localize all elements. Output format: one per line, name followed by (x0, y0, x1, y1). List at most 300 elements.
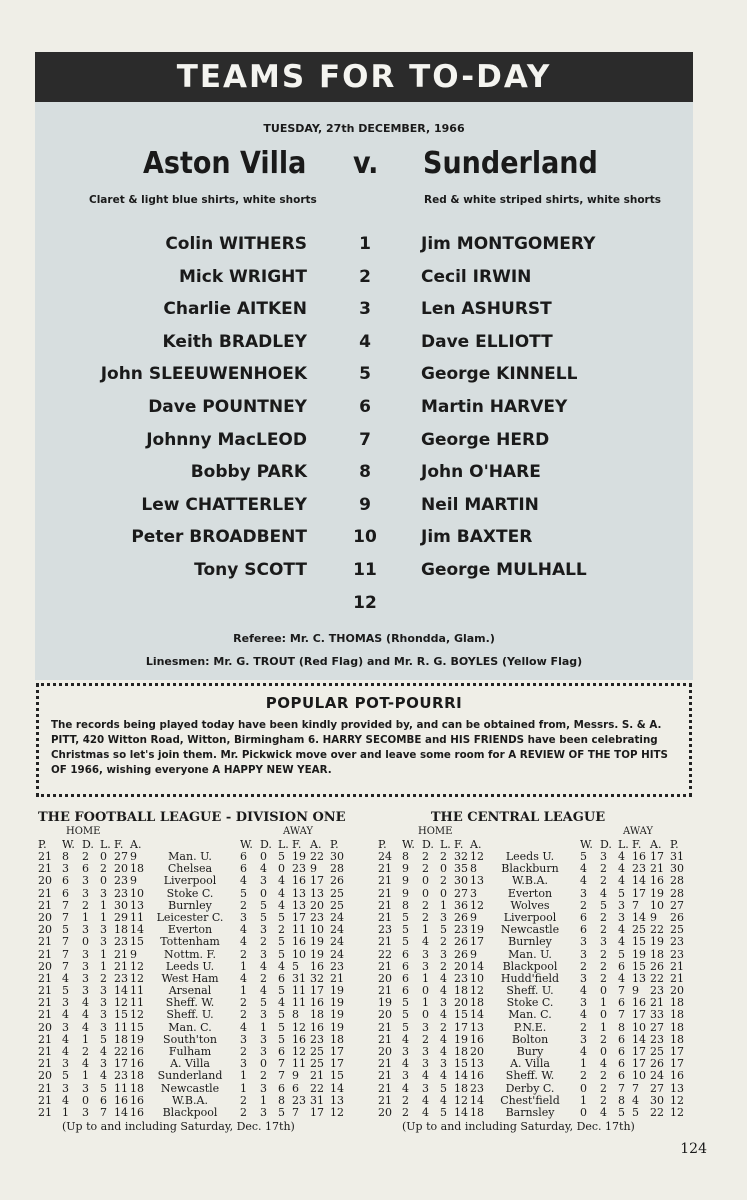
stat-cell: 23 (292, 862, 306, 876)
stat-cell: 3 (260, 1045, 267, 1058)
stat-cell: 3 (100, 1020, 107, 1034)
stat-cell: 21 (114, 959, 128, 973)
stat-cell: 19 (650, 935, 664, 949)
shirt-number: 9 (359, 494, 371, 515)
stat-cell: 9 (130, 850, 137, 863)
away-player: Len ASHURST (421, 299, 552, 320)
stat-cell: 1 (260, 1020, 267, 1034)
stat-cell: 3 (422, 1081, 429, 1095)
stat-cell: 23 (114, 874, 128, 888)
stat-cell: 3 (260, 1105, 267, 1119)
stat-cell: 4 (82, 996, 89, 1010)
stat-cell: 4 (422, 1069, 429, 1083)
stat-cell: 12 (292, 1045, 306, 1058)
stat-cell: 0 (260, 1057, 267, 1071)
division-one-footnote: (Up to and including Saturday, Dec. 17th) (62, 1120, 295, 1134)
stat-cell: 4 (260, 862, 267, 876)
team-name-cell: A. Villa (510, 1057, 550, 1071)
stat-cell: 0 (100, 874, 107, 888)
stat-cell: 24 (330, 923, 344, 937)
stat-cell: 3 (580, 971, 587, 985)
stat-cell: 0 (580, 1081, 587, 1095)
stat-cell: 18 (670, 996, 684, 1010)
team-name-cell: Derby C. (505, 1081, 555, 1095)
stat-cell: 1 (100, 947, 107, 961)
stat-cell: 7 (62, 947, 69, 961)
central-league-rows (378, 851, 698, 1119)
central-league-subheader (378, 826, 698, 838)
team-name-cell: Liverpool (163, 874, 217, 888)
stat-cell: 21 (670, 971, 684, 985)
stat-cell: 27 (650, 1020, 664, 1034)
column-header: D. (260, 838, 272, 851)
stat-cell: 8 (470, 862, 477, 876)
stat-cell: 17 (330, 1045, 344, 1058)
stat-cell: 1 (82, 910, 89, 924)
stat-cell: 3 (580, 947, 587, 961)
stat-cell: 4 (618, 862, 625, 876)
stat-cell: 12 (114, 996, 128, 1010)
stat-cell: 10 (292, 947, 306, 961)
stat-cell: 16 (292, 1032, 306, 1046)
stat-cell: 3 (62, 1081, 69, 1095)
linesmen-line: Linesmen: Mr. G. TROUT (Red Flag) and Mr. R. G. BOYLES (Yellow Flag) (145, 655, 583, 668)
stat-cell: 19 (330, 1008, 344, 1022)
stat-cell: 3 (260, 1081, 267, 1095)
stat-cell: 6 (240, 850, 247, 863)
stat-cell: 4 (580, 1008, 587, 1022)
stat-cell: 5 (100, 1032, 107, 1046)
home-player: Colin WITHERS (165, 234, 307, 254)
stat-cell: 3 (440, 910, 447, 924)
stat-cell: 12 (670, 1105, 684, 1119)
pot-pourri-box (36, 683, 692, 797)
stat-cell: 13 (292, 886, 306, 900)
stat-cell: 5 (278, 984, 285, 998)
stat-cell: 4 (62, 1032, 69, 1046)
stat-cell: 0 (260, 886, 267, 900)
lineup-row (35, 560, 693, 590)
stat-cell: 1 (580, 1093, 587, 1107)
stat-cell: 4 (618, 874, 625, 888)
team-name-cell: Man. U. (168, 850, 212, 863)
table-row (38, 936, 358, 948)
stat-cell: 21 (378, 959, 392, 973)
stat-cell: 23 (114, 935, 128, 949)
stat-cell: 10 (130, 886, 144, 900)
page-banner-title: TEAMS FOR TO-DAY (35, 52, 693, 102)
stat-cell: 22 (650, 971, 664, 985)
stat-cell: 0 (600, 984, 607, 998)
stat-cell: 6 (278, 971, 285, 985)
stat-cell: 2 (402, 1093, 409, 1107)
stat-cell: 3 (422, 1045, 429, 1058)
column-header: P. (378, 838, 387, 851)
stat-cell: 17 (310, 1105, 324, 1119)
team-name-cell: Liverpool (503, 910, 557, 924)
stat-cell: 23 (632, 862, 646, 876)
stat-cell: 18 (650, 947, 664, 961)
stat-cell: 23 (454, 923, 468, 937)
stat-cell: 4 (422, 1093, 429, 1107)
stat-cell: 17 (632, 1045, 646, 1058)
stat-cell: 21 (114, 947, 128, 961)
stat-cell: 3 (440, 947, 447, 961)
stat-cell: 5 (402, 923, 409, 937)
stat-cell: 2 (240, 947, 247, 961)
stat-cell: 5 (402, 1020, 409, 1034)
division-one-table (38, 810, 358, 1134)
stat-cell: 26 (454, 910, 468, 924)
stat-cell: 3 (100, 1008, 107, 1022)
stat-cell: 5 (240, 886, 247, 900)
stat-cell: 4 (618, 923, 625, 937)
stat-cell: 4 (260, 959, 267, 973)
stat-cell: 20 (378, 971, 392, 985)
stat-cell: 11 (130, 910, 144, 924)
team-name-cell: Sunderland (157, 1069, 223, 1083)
stat-cell: 12 (454, 1093, 468, 1107)
stat-cell: 3 (260, 923, 267, 937)
stat-cell: 15 (632, 959, 646, 973)
stat-cell: 3 (600, 935, 607, 949)
stat-cell: 4 (580, 862, 587, 876)
lineup-row (35, 495, 693, 525)
stat-cell: 25 (650, 1045, 664, 1058)
stat-cell: 7 (278, 1057, 285, 1071)
division-one-rows (38, 851, 358, 1119)
home-player: Lew CHATTERLEY (141, 494, 307, 515)
stat-cell: 19 (292, 850, 306, 863)
stat-cell: 20 (38, 923, 52, 937)
stat-cell: 13 (470, 874, 484, 888)
stat-cell: 3 (422, 959, 429, 973)
stat-cell: 21 (38, 984, 52, 998)
stat-cell: 21 (38, 947, 52, 961)
stat-cell: 21 (378, 874, 392, 888)
stat-cell: 4 (440, 1069, 447, 1083)
stat-cell: 21 (38, 898, 52, 912)
stat-cell: 3 (618, 898, 625, 912)
table-row (378, 936, 698, 948)
stat-cell: 10 (470, 971, 484, 985)
team-name-cell: A. Villa (170, 1057, 210, 1071)
central-league-footnote: (Up to and including Saturday, Dec. 17th) (402, 1120, 635, 1134)
division-one-title: THE FOOTBALL LEAGUE - DIVISION ONE (38, 810, 346, 825)
shirt-number: 6 (359, 397, 371, 417)
stat-cell: 6 (618, 1057, 625, 1071)
stat-cell: 7 (618, 1081, 625, 1095)
stat-cell: 21 (378, 1069, 392, 1083)
stat-cell: 21 (378, 1032, 392, 1046)
stat-cell: 19 (470, 923, 484, 937)
stat-cell: 2 (580, 1069, 587, 1083)
stat-cell: 4 (82, 1020, 89, 1034)
stat-cell: 5 (292, 959, 299, 973)
home-player: Peter BROADBENT (131, 527, 307, 548)
stat-cell: 18 (670, 1032, 684, 1046)
match-date: TUESDAY, 27th DECEMBER, 1966 (263, 122, 465, 135)
stat-cell: 2 (440, 959, 447, 973)
pot-pourri-text: The records being played today have been kindly provided by, and can be obtained from, Messrs. S. & A. PITT, 420 Witton Road, Witton, Birmingham 6. HARRY SECOMBE and HIS FRIENDS have been celebrating Christmas so let's join them. Mr. Pickwick move over and leave some room for A REVIEW OF THE TOP HITS OF 1966, wishing everyone A HAPPY NEW YEAR. (51, 719, 668, 776)
stat-cell: 30 (454, 874, 468, 888)
stat-cell: 4 (100, 1069, 107, 1083)
stat-cell: 30 (670, 862, 684, 876)
stat-cell: 21 (650, 862, 664, 876)
stat-cell: 15 (130, 1020, 144, 1034)
stat-cell: 5 (402, 935, 409, 949)
stat-cell: 28 (670, 874, 684, 888)
stat-cell: 2 (600, 947, 607, 961)
stat-cell: 1 (422, 971, 429, 985)
stat-cell: 15 (114, 1008, 128, 1022)
team-name-cell: Chelsea (167, 862, 213, 876)
stat-cell: 13 (310, 886, 324, 900)
stat-cell: 4 (440, 1032, 447, 1046)
stat-cell: 7 (278, 1069, 285, 1083)
home-player: Mick WRIGHT (179, 266, 307, 287)
team-name-cell: Bury (516, 1045, 544, 1058)
stat-cell: 4 (580, 874, 587, 888)
stat-cell: 5 (62, 1069, 69, 1083)
stat-cell: 21 (38, 971, 52, 985)
stat-cell: 16 (114, 1093, 128, 1107)
stat-cell: 17 (330, 1057, 344, 1071)
stat-cell: 2 (260, 935, 267, 949)
stat-cell: 5 (580, 850, 587, 863)
stat-cell: 3 (402, 1045, 409, 1058)
stat-cell: 3 (260, 874, 267, 888)
stat-cell: 1 (240, 959, 247, 973)
table-row (38, 1009, 358, 1021)
stat-cell: 16 (670, 1069, 684, 1083)
column-header: W. (402, 838, 415, 851)
pot-pourri-title: POPULAR POT-POURRI (265, 694, 463, 712)
column-header: A. (650, 838, 662, 851)
stat-cell: 8 (618, 1093, 625, 1107)
stat-cell: 12 (470, 898, 484, 912)
stat-cell: 11 (292, 984, 306, 998)
stat-cell: 0 (82, 935, 89, 949)
stat-cell: 4 (62, 1045, 69, 1058)
referee-line: Referee: Mr. C. THOMAS (Rhondda, Glam.) (233, 632, 495, 645)
stat-cell: 21 (650, 996, 664, 1010)
stat-cell: 2 (600, 959, 607, 973)
stat-cell: 20 (454, 959, 468, 973)
stat-cell: 2 (82, 898, 89, 912)
stat-cell: 2 (600, 862, 607, 876)
central-league-table (378, 810, 698, 1134)
stat-cell: 19 (310, 947, 324, 961)
stat-cell: 4 (402, 1057, 409, 1071)
stat-cell: 2 (260, 1069, 267, 1083)
stat-cell: 16 (650, 874, 664, 888)
stat-cell: 11 (114, 1081, 128, 1095)
stat-cell: 9 (402, 874, 409, 888)
stat-cell: 11 (292, 1057, 306, 1071)
stat-cell: 20 (378, 1105, 392, 1119)
away-kit-description: Red & white striped shirts, white shorts (424, 194, 661, 206)
stat-cell: 5 (402, 1008, 409, 1022)
stat-cell: 21 (38, 1081, 52, 1095)
stat-cell: 14 (130, 923, 144, 937)
team-name-cell: Everton (507, 886, 553, 900)
stat-cell: 4 (440, 1008, 447, 1022)
stat-cell: 13 (470, 1057, 484, 1071)
central-league-footnote-row (378, 1120, 698, 1134)
stat-cell: 27 (650, 1081, 664, 1095)
stat-cell: 3 (422, 1020, 429, 1034)
stat-cell: 9 (402, 862, 409, 876)
table-row (378, 1083, 698, 1095)
stat-cell: 5 (278, 1020, 285, 1034)
stat-cell: 13 (632, 971, 646, 985)
stat-cell: 20 (114, 862, 128, 876)
stat-cell: 4 (240, 923, 247, 937)
stat-cell: 29 (114, 910, 128, 924)
stat-cell: 9 (130, 874, 137, 888)
stat-cell: 18 (310, 1008, 324, 1022)
stat-cell: 14 (632, 1032, 646, 1046)
stat-cell: 14 (470, 959, 484, 973)
team-name-cell: Burnley (168, 898, 212, 912)
stat-cell: 25 (330, 898, 344, 912)
stat-cell: 26 (454, 947, 468, 961)
stat-cell: 13 (670, 1081, 684, 1095)
stat-cell: 17 (310, 984, 324, 998)
stat-cell: 10 (632, 1069, 646, 1083)
stat-cell: 21 (378, 984, 392, 998)
stat-cell: 23 (650, 984, 664, 998)
stat-cell: 2 (422, 910, 429, 924)
stat-cell: 3 (618, 910, 625, 924)
stat-cell: 5 (278, 1105, 285, 1119)
team-name-cell: Blackpool (162, 1105, 218, 1119)
stat-cell: 21 (670, 959, 684, 973)
stat-cell: 25 (310, 1057, 324, 1071)
stat-cell: 1 (62, 1105, 69, 1119)
column-header: D. (422, 838, 434, 851)
stat-cell: 8 (402, 898, 409, 912)
stat-cell: 16 (470, 1069, 484, 1083)
team-name-cell: Tottenham (160, 935, 220, 949)
table-row (38, 1083, 358, 1095)
stat-cell: 6 (618, 1032, 625, 1046)
stat-cell: 3 (100, 1057, 107, 1071)
stat-cell: 9 (470, 947, 477, 961)
table-row (378, 1070, 698, 1082)
stat-cell: 20 (38, 910, 52, 924)
shirt-number: 2 (359, 266, 371, 287)
stat-cell: 7 (62, 910, 69, 924)
stat-cell: 4 (440, 1045, 447, 1058)
lineup-row (35, 332, 693, 362)
stat-cell: 3 (470, 886, 477, 900)
team-name-cell: W.B.A. (512, 874, 548, 888)
page-number: 124 (680, 1141, 707, 1157)
stat-cell: 5 (278, 947, 285, 961)
stat-cell: 3 (240, 910, 247, 924)
away-player: George KINNELL (421, 364, 578, 385)
stat-cell: 5 (100, 1081, 107, 1095)
stat-cell: 17 (292, 910, 306, 924)
stat-cell: 11 (130, 984, 144, 998)
stat-cell: 5 (632, 1105, 639, 1119)
stat-cell: 4 (240, 1020, 247, 1034)
stat-cell: 0 (278, 862, 285, 876)
stat-cell: 21 (38, 996, 52, 1010)
stat-cell: 3 (82, 886, 89, 900)
table-row (378, 888, 698, 900)
lineup-row (35, 430, 693, 460)
stat-cell: 2 (440, 935, 447, 949)
stat-cell: 3 (100, 935, 107, 949)
stat-cell: 5 (62, 923, 69, 937)
stat-cell: 2 (100, 971, 107, 985)
home-label: HOME (66, 826, 101, 837)
stat-cell: 21 (38, 1032, 52, 1046)
stat-cell: 18 (670, 1008, 684, 1022)
column-header: F. (292, 838, 302, 851)
stat-cell: 9 (650, 910, 657, 924)
stat-cell: 19 (650, 886, 664, 900)
stat-cell: 2 (600, 874, 607, 888)
stat-cell: 12 (670, 1093, 684, 1107)
stat-cell: 7 (632, 898, 639, 912)
stat-cell: 28 (330, 862, 344, 876)
stat-cell: 4 (82, 1008, 89, 1022)
column-header: W. (580, 838, 593, 851)
stat-cell: 2 (422, 898, 429, 912)
column-header: P. (38, 838, 47, 851)
table-row (378, 949, 698, 961)
stat-cell: 5 (402, 996, 409, 1010)
stat-cell: 8 (278, 1093, 285, 1107)
stat-cell: 10 (632, 1020, 646, 1034)
versus-label: v. (353, 146, 379, 181)
team-name-cell: Newcastle (500, 923, 560, 937)
stat-cell: 1 (600, 996, 607, 1010)
stat-cell: 16 (292, 935, 306, 949)
division-one-footnote-row (38, 1120, 358, 1134)
stat-cell: 4 (402, 1081, 409, 1095)
stat-cell: 5 (618, 947, 625, 961)
stat-cell: 17 (670, 1057, 684, 1071)
team-name-cell: Sheff. W. (165, 996, 215, 1010)
away-label: AWAY (283, 826, 314, 837)
stat-cell: 23 (670, 947, 684, 961)
stat-cell: 5 (278, 935, 285, 949)
stat-cell: 16 (310, 1020, 324, 1034)
stat-cell: 6 (402, 971, 409, 985)
stat-cell: 6 (618, 1069, 625, 1083)
central-league-title: THE CENTRAL LEAGUE (430, 810, 606, 825)
stat-cell: 17 (470, 935, 484, 949)
stat-cell: 0 (440, 886, 447, 900)
stat-cell: 1 (422, 996, 429, 1010)
stat-cell: 23 (454, 971, 468, 985)
column-header: A. (470, 838, 482, 851)
stat-cell: 13 (130, 898, 144, 912)
stat-cell: 2 (440, 850, 447, 863)
stat-cell: 2 (580, 1020, 587, 1034)
stat-cell: 2 (100, 862, 107, 876)
stat-cell: 6 (62, 886, 69, 900)
stat-cell: 23 (114, 886, 128, 900)
stat-cell: 5 (600, 898, 607, 912)
stat-cell: 7 (62, 959, 69, 973)
stat-cell: 18 (114, 1032, 128, 1046)
